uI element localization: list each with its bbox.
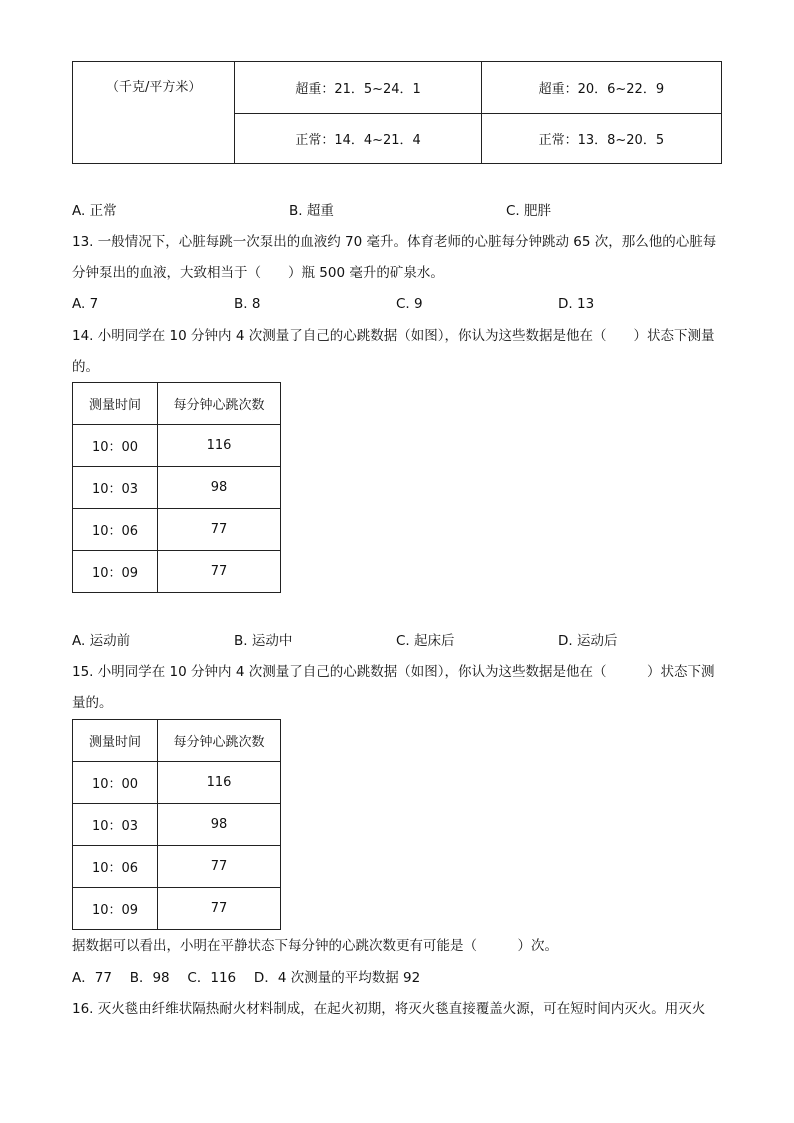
bmi-unit-label: （千克/平方米）: [106, 80, 202, 95]
table-row: [73, 804, 281, 846]
q16-text-line1: 16. 灭火毯由纤维状隔热耐火材料制成，在起火初期，将灭火毯直接覆盖火源，可在短时间内灭火。用灭火: [72, 1001, 706, 1017]
q15-text-line1: 15. 小明同学在 10 分钟内 4 次测量了自己的心跳数据（如图），你认为这些数据是他在（ ）状态下测: [72, 664, 715, 680]
time-cell: 10：09: [73, 888, 158, 930]
bmi-unit-cell: [73, 62, 235, 164]
q14-text-line1: 14. 小明同学在 10 分钟内 4 次测量了自己的心跳数据（如图），你认为这些数据是他在（ ）状态下测量: [72, 328, 715, 344]
time-cell: 10：00: [73, 425, 158, 467]
q14-text-line2: 的。: [72, 359, 99, 375]
table-header: 测量时间: [73, 720, 158, 762]
q12-option-b[interactable]: B. 超重: [289, 203, 334, 219]
table-row: [73, 425, 281, 467]
rate-cell: 77: [158, 509, 281, 551]
bmi-cell: 正常：13．8~20．5: [481, 114, 721, 164]
rate-cell: 77: [158, 888, 281, 930]
q15-text-line2: 量的。: [72, 695, 113, 711]
table-row: [73, 846, 281, 888]
q14-option-b[interactable]: B. 运动中: [234, 633, 293, 649]
table-header: 测量时间: [73, 383, 158, 425]
q15-heartbeat-table: [72, 719, 281, 930]
table-row: [73, 888, 281, 930]
rate-cell: 98: [158, 467, 281, 509]
q13-option-d[interactable]: D. 13: [558, 296, 595, 312]
q15-text-line3: 据数据可以看出，小明在平静状态下每分钟的心跳次数更有可能是（ ）次。: [72, 938, 558, 954]
q14-heartbeat-table: [72, 382, 281, 593]
q13-option-c[interactable]: C. 9: [396, 296, 423, 312]
table-header: 每分钟心跳次数: [158, 720, 281, 762]
q13-text-line2: 分钟泵出的血液，大致相当于（ ）瓶 500 毫升的矿泉水。: [72, 265, 444, 281]
q13-text-line1: 13. 一般情况下，心脏每跳一次泵出的血液约 70 毫升。体育老师的心脏每分钟跳动 65 次，那么他的心脏每: [72, 234, 717, 250]
rate-cell: 77: [158, 846, 281, 888]
bmi-table: [72, 61, 722, 164]
table-row: [73, 467, 281, 509]
time-cell: 10：09: [73, 551, 158, 593]
q14-option-c[interactable]: C. 起床后: [396, 633, 455, 649]
q15-options[interactable]: A．77 B．98 C．116 D．4 次测量的平均数据 92: [72, 970, 421, 986]
q13-option-b[interactable]: B. 8: [234, 296, 261, 312]
time-cell: 10：00: [73, 762, 158, 804]
q13-option-a[interactable]: A. 7: [72, 296, 99, 312]
bmi-cell: 超重：21．5~24．1: [235, 62, 481, 114]
time-cell: 10：03: [73, 804, 158, 846]
time-cell: 10：06: [73, 846, 158, 888]
bmi-cell: 超重：20．6~22．9: [481, 62, 721, 114]
rate-cell: 116: [158, 425, 281, 467]
q14-option-a[interactable]: A. 运动前: [72, 633, 131, 649]
q14-option-d[interactable]: D. 运动后: [558, 633, 618, 649]
table-row: [73, 509, 281, 551]
table-header: 每分钟心跳次数: [158, 383, 281, 425]
rate-cell: 98: [158, 804, 281, 846]
table-row: [73, 762, 281, 804]
q12-option-a[interactable]: A. 正常: [72, 203, 117, 219]
time-cell: 10：03: [73, 467, 158, 509]
q12-option-c[interactable]: C. 肥胖: [506, 203, 552, 219]
bmi-cell: 正常：14．4~21．4: [235, 114, 481, 164]
time-cell: 10：06: [73, 509, 158, 551]
table-row: [73, 551, 281, 593]
rate-cell: 116: [158, 762, 281, 804]
rate-cell: 77: [158, 551, 281, 593]
